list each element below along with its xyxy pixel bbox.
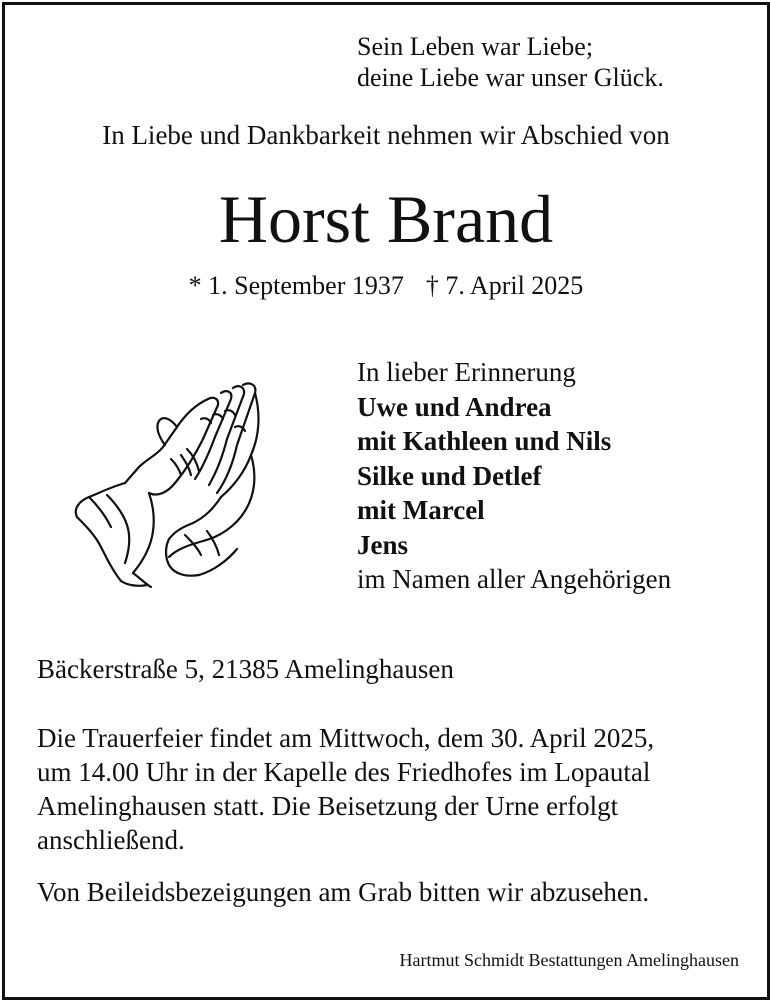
mourner-name: mit Marcel	[357, 495, 485, 525]
praying-hands-icon	[67, 375, 267, 590]
mourners-heading: In lieber Erinnerung	[357, 357, 576, 387]
funeral-service-notice	[37, 721, 757, 857]
obituary-card	[2, 2, 770, 1000]
motto-line-2: deine Liebe war unser Glück.	[357, 63, 664, 92]
mourner-address: Bäckerstraße 5, 21385 Amelinghausen	[37, 654, 454, 684]
service-line: Die Trauerfeier findet am Mittwoch, dem 30. April 2025,	[37, 723, 655, 753]
mourner-name: Jens	[357, 529, 409, 560]
mourner-name: mit Kathleen und Nils	[357, 426, 612, 456]
mourner-name: Uwe und Andrea	[357, 391, 552, 422]
mourner-name: Silke und Detlef	[357, 460, 542, 491]
funeral-home: Hartmut Schmidt Bestattungen Amelinghausen	[399, 950, 739, 970]
service-line: anschließend.	[37, 825, 185, 855]
life-dates	[5, 269, 767, 303]
service-line: um 14.00 Uhr in der Kapelle des Friedhofes im Lopautal	[37, 757, 651, 787]
birth-date: * 1. September 1937	[188, 271, 404, 300]
no-condolence-note: Von Beileidsbezeigungen am Grab bitten wir abzusehen.	[37, 877, 650, 907]
service-line: Amelinghausen statt. Die Beisetzung der Urne erfolgt	[37, 791, 619, 821]
deceased-name: Horst Brand	[218, 181, 554, 257]
mourners-closing: im Namen aller Angehörigen	[357, 564, 672, 594]
motto	[357, 31, 664, 93]
death-date: † 7. April 2025	[425, 271, 584, 300]
mourners-list	[357, 355, 671, 597]
farewell-intro: In Liebe und Dankbarkeit nehmen wir Abschied von	[102, 120, 670, 150]
motto-line-1: Sein Leben war Liebe;	[357, 32, 594, 61]
